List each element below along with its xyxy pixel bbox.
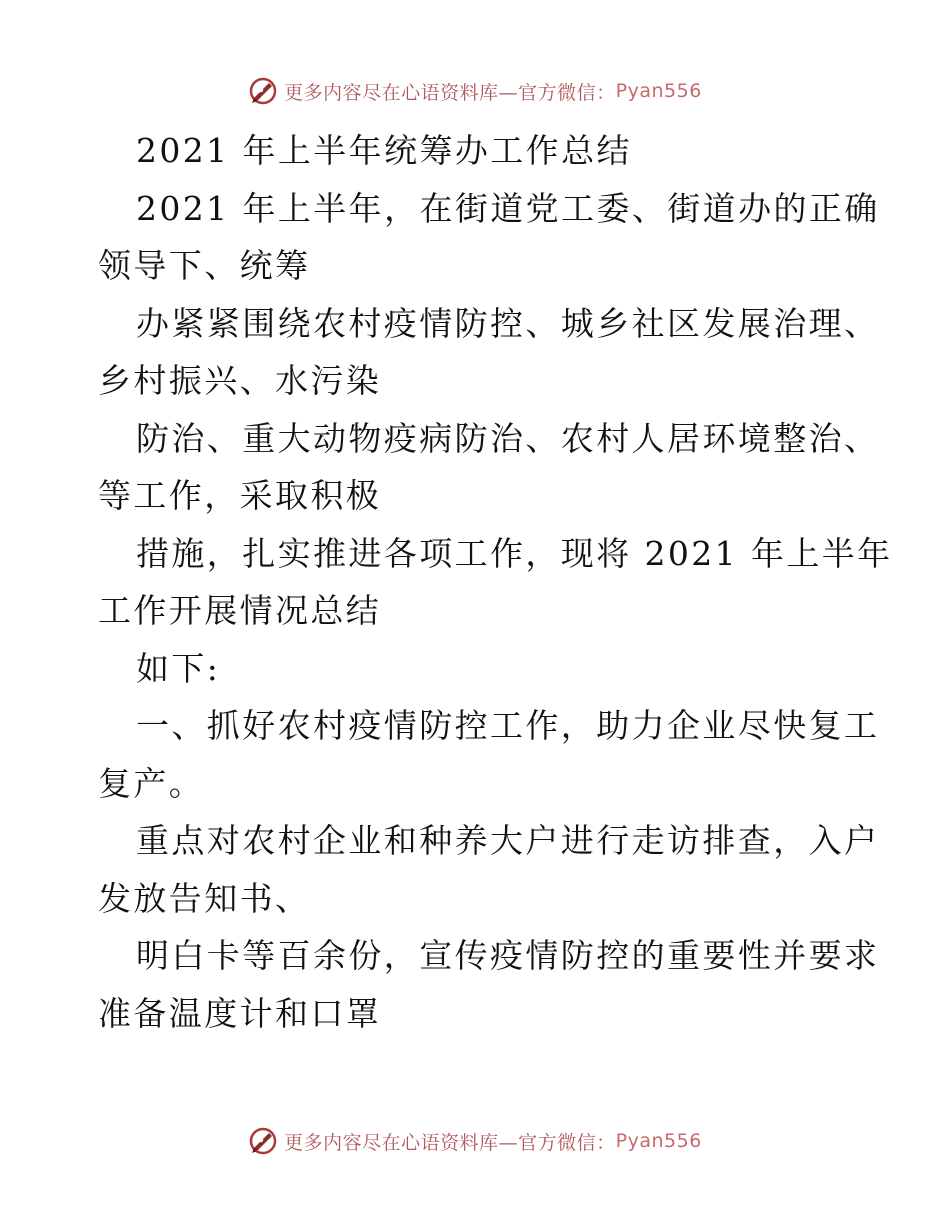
watermark-text: 更多内容尽在心语资料库—官方微信：	[284, 81, 616, 104]
paragraph-line: 措施，扎实推进各项工作，现将 2021 年上半年	[136, 533, 893, 573]
paragraph-line: 明白卡等百余份，宣传疫情防控的重要性并要求	[136, 936, 880, 975]
paragraph-line: 工作开展情况总结	[98, 591, 382, 630]
paragraph-line: 办紧紧围绕农村疫情防控、城乡社区发展治理、	[136, 303, 880, 343]
paragraph-line: 防治、重大动物疫病防治、农村人居环境整治、	[136, 418, 880, 458]
section-heading: 复产。	[98, 763, 205, 803]
document-title: 2021 年上半年统筹办工作总结	[136, 131, 632, 170]
paragraph-line: 准备温度计和口罩	[98, 993, 382, 1033]
watermark-wechat-id: Pyan556	[615, 1130, 702, 1152]
paragraph-line: 发放告知书、	[98, 878, 311, 918]
paragraph-line: 领导下、统筹	[98, 246, 311, 285]
header-watermark	[0, 74, 950, 108]
watermark-wechat-id: Pyan556	[615, 80, 702, 102]
footer-watermark	[0, 1124, 950, 1158]
document-body	[98, 122, 893, 1042]
section-heading: 一、抓好农村疫情防控工作，助力企业尽快复工	[136, 706, 880, 745]
watermark-text: 更多内容尽在心语资料库—官方微信：	[284, 1131, 616, 1154]
paragraph-line: 如下:	[136, 648, 221, 688]
pen-logo-icon	[248, 76, 278, 106]
paragraph-line: 乡村振兴、水污染	[98, 361, 382, 400]
paragraph-line: 2021 年上半年，在街道党工委、街道办的正确	[136, 188, 880, 228]
paragraph-line: 等工作，采取积极	[98, 476, 382, 515]
pen-logo-icon	[248, 1126, 278, 1156]
paragraph-line: 重点对农村企业和种养大户进行走访排查，入户	[136, 821, 880, 860]
